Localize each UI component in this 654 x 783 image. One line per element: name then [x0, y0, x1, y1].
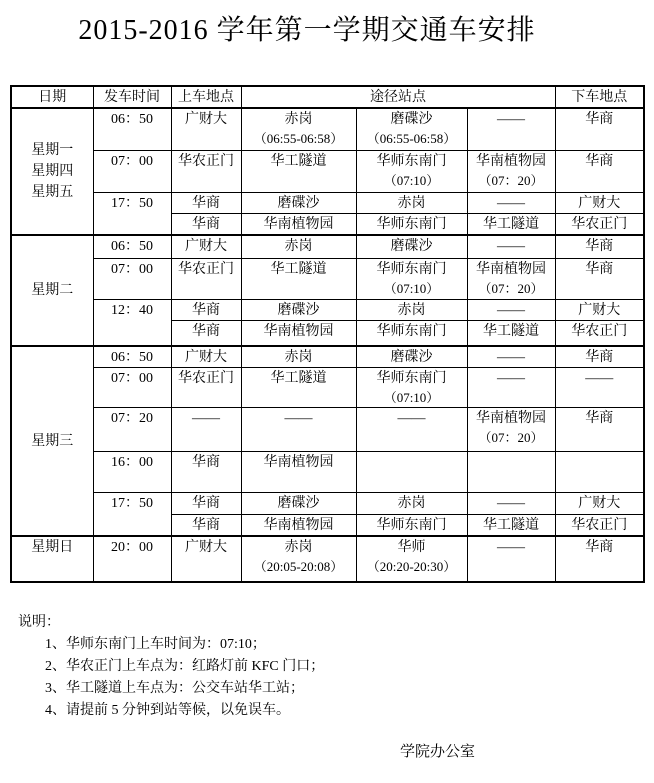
stop-name: 磨碟沙: [390, 349, 433, 365]
via-cell: [241, 213, 356, 235]
stop-name: ——: [497, 349, 526, 365]
via-cell: [241, 346, 356, 368]
day-label: 星期二: [31, 283, 74, 298]
stop-name: 华南植物园: [263, 517, 334, 533]
stop-name: 华师东南门: [376, 517, 447, 533]
via-cell: [356, 407, 467, 451]
board-cell: 广财大: [171, 536, 241, 582]
header-date: 日期: [11, 86, 93, 108]
via-cell: [356, 321, 467, 346]
stop-name: 华工隧道: [483, 216, 540, 232]
table-row: [11, 492, 644, 514]
via-cell: [241, 407, 356, 451]
via-cell: [467, 367, 555, 407]
via-cell: [356, 192, 467, 213]
day-label: 星期四: [31, 164, 74, 180]
stop-name: 磨碟沙: [390, 112, 433, 127]
stop-name: 赤岗: [284, 539, 313, 555]
board-cell: 华商: [171, 321, 241, 346]
board-cell: 华农正门: [171, 367, 241, 407]
via-cell: [241, 367, 356, 407]
board-cell: ——: [171, 407, 241, 451]
via-cell: [467, 536, 555, 582]
stop-name: ——: [497, 195, 526, 211]
table-row: [11, 536, 644, 582]
via-cell: [241, 235, 356, 259]
board-cell: 华商: [171, 492, 241, 514]
via-cell: [467, 321, 555, 346]
stop-name: 华工隧道: [270, 262, 327, 277]
stop-name: 赤岗: [284, 112, 313, 127]
stop-name: 华师东南门: [376, 262, 447, 277]
via-cell: [241, 192, 356, 213]
stop-name: 赤岗: [397, 495, 426, 511]
via-cell: [356, 213, 467, 235]
via-cell: [241, 259, 356, 300]
stop-time: （06:55-06:58）: [366, 131, 457, 146]
stop-time: （06:55-06:58）: [253, 131, 344, 146]
stop-name: 华南植物园: [263, 324, 334, 339]
board-cell: 华商: [171, 213, 241, 235]
stop-time: （07:10）: [383, 389, 440, 405]
via-cell: [467, 407, 555, 451]
via-cell: [467, 150, 555, 192]
via-cell: [467, 300, 555, 321]
table-row: [11, 192, 644, 213]
alight-cell: 华商: [555, 108, 644, 150]
board-cell: 华商: [171, 451, 241, 492]
stop-time: （07：20）: [478, 429, 544, 445]
stop-name: ——: [284, 410, 313, 426]
board-cell: 广财大: [171, 108, 241, 150]
stop-name: ——: [497, 303, 526, 318]
stop-name: ——: [497, 112, 526, 127]
time-cell: 07：20: [93, 407, 171, 451]
alight-cell: 华商: [555, 150, 644, 192]
stop-name: 华工隧道: [270, 370, 327, 386]
day-label: 星期一: [31, 143, 74, 159]
stop-name: 华师东南门: [376, 324, 447, 339]
day-label: 星期五: [31, 185, 74, 201]
stop-name: ——: [397, 410, 426, 426]
alight-cell: 华农正门: [555, 321, 644, 346]
stop-name: 华工隧道: [483, 324, 540, 339]
via-cell: [356, 108, 467, 150]
alight-cell: 广财大: [555, 300, 644, 321]
alight-cell: 华商: [555, 259, 644, 300]
alight-cell: 华农正门: [555, 514, 644, 536]
alight-cell: 华商: [555, 407, 644, 451]
stop-name: 华师: [397, 539, 426, 555]
via-cell: [467, 235, 555, 259]
time-cell: 06：50: [93, 346, 171, 368]
table-row: [11, 108, 644, 150]
day-label: 星期三: [31, 433, 74, 449]
stop-time: （07:10）: [383, 281, 440, 296]
stop-name: 华师东南门: [376, 370, 447, 386]
table-row: [11, 346, 644, 368]
time-cell: 16：00: [93, 451, 171, 492]
alight-cell: 广财大: [555, 492, 644, 514]
date-cell: [11, 235, 93, 346]
stop-name: 赤岗: [397, 303, 426, 318]
time-cell: 07：00: [93, 259, 171, 300]
via-cell: [467, 492, 555, 514]
day-label: 星期日: [31, 539, 74, 555]
via-cell: [356, 346, 467, 368]
board-cell: 华农正门: [171, 150, 241, 192]
stop-name: 赤岗: [284, 349, 313, 365]
stop-name: 华南植物园: [476, 262, 547, 277]
stop-name: 磨碟沙: [277, 495, 320, 511]
stop-name: ——: [497, 495, 526, 511]
via-cell: [241, 492, 356, 514]
time-cell: 17：50: [93, 492, 171, 536]
alight-cell: 华商: [555, 346, 644, 368]
stop-time: （07：20）: [478, 281, 544, 296]
board-cell: 华商: [171, 300, 241, 321]
stop-name: 华师东南门: [376, 153, 447, 169]
table-row: [11, 259, 644, 300]
time-cell: 06：50: [93, 235, 171, 259]
via-cell: [467, 108, 555, 150]
stop-name: 华工隧道: [270, 153, 327, 169]
header-departure-time: 发车时间: [93, 86, 171, 108]
time-cell: 07：00: [93, 150, 171, 192]
via-cell: [356, 492, 467, 514]
time-cell: 07：00: [93, 367, 171, 407]
signature: 学院办公室: [400, 744, 476, 760]
stop-name: 磨碟沙: [277, 303, 320, 318]
stop-time: （07:10）: [383, 172, 440, 188]
via-cell: [356, 259, 467, 300]
table-row: [11, 235, 644, 259]
alight-cell: [555, 451, 644, 492]
schedule-table: [10, 85, 645, 583]
note-item: 3、华工隧道上车点为：公交车站华工站；: [45, 681, 304, 696]
via-cell: [467, 346, 555, 368]
alight-cell: 广财大: [555, 192, 644, 213]
header-row: [11, 86, 644, 108]
via-cell: [356, 367, 467, 407]
stop-name: ——: [497, 539, 526, 555]
stop-name: 华工隧道: [483, 517, 540, 533]
table-row: [11, 150, 644, 192]
stop-name: 磨碟沙: [390, 238, 433, 254]
header-alighting-point: 下车地点: [555, 86, 644, 108]
date-cell: [11, 536, 93, 582]
stop-name: 赤岗: [397, 195, 426, 211]
board-cell: 广财大: [171, 235, 241, 259]
stop-time: （20:05-20:08）: [253, 558, 344, 574]
via-cell: [356, 300, 467, 321]
date-cell: [11, 108, 93, 235]
board-cell: 华商: [171, 514, 241, 536]
notes-section: [18, 612, 324, 722]
notes-label: 说明：: [18, 615, 60, 630]
via-cell: [356, 150, 467, 192]
via-cell: [356, 451, 467, 492]
note-item: 1、华师东南门上车时间为：07:10；: [45, 637, 266, 652]
via-cell: [241, 451, 356, 492]
via-cell: [241, 321, 356, 346]
header-via-stops: 途径站点: [241, 86, 555, 108]
alight-cell: 华商: [555, 235, 644, 259]
time-cell: 20：00: [93, 536, 171, 582]
alight-cell: 华商: [555, 536, 644, 582]
table-row: [11, 367, 644, 407]
page-title: 2015-2016 学年第一学期交通车安排: [78, 15, 536, 46]
note-item: 2、华农正门上车点为：红路灯前 KFC 门口；: [45, 659, 325, 674]
via-cell: [467, 451, 555, 492]
stop-name: 华南植物园: [263, 454, 334, 470]
via-cell: [241, 536, 356, 582]
stop-name: 华师东南门: [376, 216, 447, 232]
via-cell: [467, 213, 555, 235]
alight-cell: 华农正门: [555, 213, 644, 235]
stop-name: 华南植物园: [263, 216, 334, 232]
table-row: [11, 300, 644, 321]
via-cell: [467, 514, 555, 536]
stop-time: （20:20-20:30）: [366, 558, 457, 574]
stop-time: （07：20）: [478, 172, 544, 188]
header-boarding-point: 上车地点: [171, 86, 241, 108]
date-cell: [11, 346, 93, 536]
stop-name: 华南植物园: [476, 410, 547, 426]
table-row: [11, 407, 644, 451]
time-cell: 17：50: [93, 192, 171, 235]
time-cell: 12：40: [93, 300, 171, 346]
board-cell: 华农正门: [171, 259, 241, 300]
stop-name: ——: [497, 238, 526, 254]
via-cell: [241, 150, 356, 192]
via-cell: [241, 108, 356, 150]
via-cell: [356, 514, 467, 536]
via-cell: [356, 536, 467, 582]
via-cell: [241, 300, 356, 321]
alight-cell: ——: [555, 367, 644, 407]
via-cell: [467, 192, 555, 213]
board-cell: 广财大: [171, 346, 241, 368]
stop-name: 磨碟沙: [277, 195, 320, 211]
time-cell: 06：50: [93, 108, 171, 150]
note-item: 4、请提前 5 分钟到站等候，以免误车。: [45, 703, 290, 718]
stop-name: ——: [497, 370, 526, 386]
via-cell: [241, 514, 356, 536]
stop-name: 华南植物园: [476, 153, 547, 169]
via-cell: [356, 235, 467, 259]
via-cell: [467, 259, 555, 300]
stop-name: 赤岗: [284, 238, 313, 254]
table-row: [11, 451, 644, 492]
board-cell: 华商: [171, 192, 241, 213]
